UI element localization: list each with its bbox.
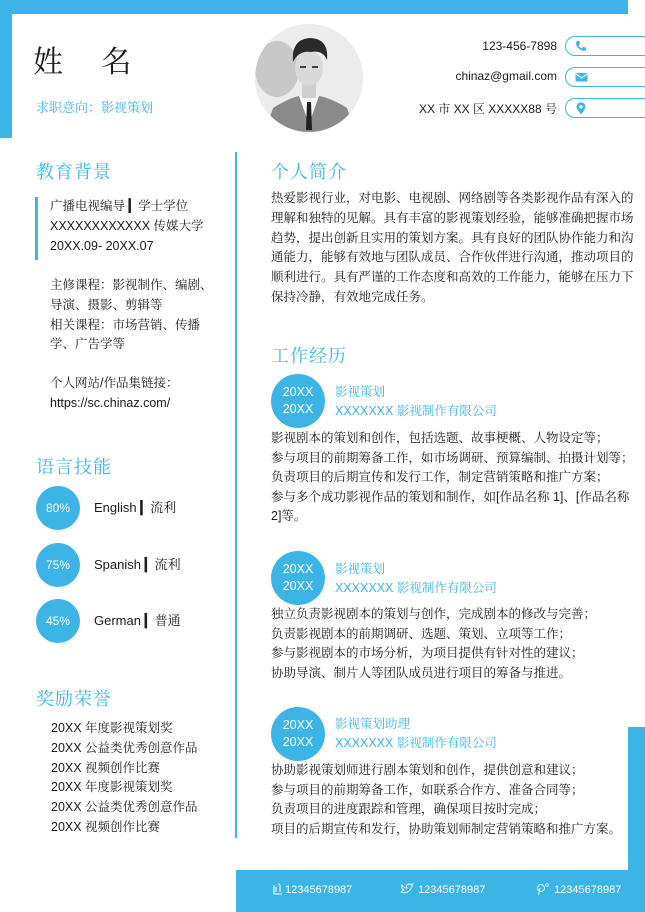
job-start: 20XX (282, 718, 314, 732)
job-date-badge (271, 707, 325, 761)
experience-heading: 工作经历 (271, 346, 347, 366)
job-end: 20XX (282, 735, 314, 749)
award-item: 20XX 视频创作比赛 (51, 760, 161, 775)
profile-line: 理解和独特的见解。具有丰富的影视策划经验，能够准确把握市场 (271, 210, 634, 225)
award-item: 20XX 年度影视策划奖 (51, 780, 173, 795)
footer-twitter-text: 12345678987 (418, 884, 486, 896)
duty-line: 负责影视剧本的前期调研、选题、策划、立项等工作； (271, 626, 572, 641)
language-percent-badge: 80% (36, 486, 80, 530)
languages-heading: 语言技能 (36, 457, 112, 477)
job-end: 20XX (282, 579, 314, 593)
phone-icon (575, 40, 587, 52)
course-line: 导演、摄影、剪辑等 (50, 297, 163, 312)
footer-twitter (400, 883, 485, 897)
twitter-icon (400, 883, 414, 895)
job-company: XXXXXXX 影视制作有限公司 (335, 736, 497, 750)
footer-pinterest (536, 883, 621, 897)
duty-line: 协助导演、制片人等团队成员进行项目的筹备与推进。 (271, 665, 572, 680)
mail-icon (575, 71, 588, 83)
language-name: English (94, 500, 137, 515)
award-item: 20XX 公益类优秀创意作品 (51, 800, 198, 815)
profile-line: 保持冷静，有效地完成任务。 (271, 289, 434, 304)
education-block (50, 197, 204, 256)
job-start: 20XX (282, 385, 314, 399)
duty-line: 项目的后期宣传和发行，协助策划师制定营销策略和推广方案。 (271, 821, 622, 836)
portfolio (50, 374, 178, 414)
job-title: 影视策划 (335, 562, 386, 576)
education-accent-line (35, 197, 38, 260)
job-date-badge (271, 374, 325, 428)
education-school: XXXXXXXXXXXX 传媒大学 (50, 218, 204, 233)
job-company: XXXXXXX 影视制作有限公司 (335, 404, 497, 418)
job-objective: 求职意向：影视策划 (36, 100, 154, 115)
profile-paragraph (271, 189, 634, 308)
footer-linkedin (270, 883, 352, 897)
course-line: 学、广告学等 (50, 337, 126, 352)
awards-heading: 奖励荣誉 (36, 689, 112, 709)
duty-line: 独立负责影视剧本的策划与创作，完成剧本的修改与完善； (271, 607, 597, 621)
language-name: Spanish (94, 557, 141, 572)
location-icon (575, 102, 587, 115)
job-duties (271, 429, 634, 527)
duty-line: 2]等。 (271, 509, 307, 524)
contact-phone-pill (565, 36, 645, 56)
award-item: 20XX 视频创作比赛 (51, 819, 161, 834)
duty-line: 影视剧本的策划和创作，包括选题、故事梗概、人物设定等； (271, 431, 609, 445)
education-degree: 广播电视编导 ▎学士学位 (50, 199, 189, 213)
duty-line: 负责项目的后期宣传和发行工作，制定营销策略和推广方案； (271, 470, 609, 485)
language-percent-badge: 75% (36, 543, 80, 587)
job-company: XXXXXXX 影视制作有限公司 (335, 581, 497, 595)
portfolio-link[interactable]: https://sc.chinaz.com/ (50, 395, 171, 410)
language-level: 普通 (154, 613, 181, 628)
name-heading: 姓 名 (33, 46, 132, 79)
footer-pinterest-text: 12345678987 (554, 884, 622, 896)
contact-email-pill (565, 67, 645, 87)
job-start: 20XX (282, 562, 314, 576)
linkedin-icon (270, 883, 284, 897)
left-accent-bar (0, 0, 12, 138)
duty-line: 协助影视策划师进行剧本策划和创作，提供创意和建议； (271, 763, 584, 777)
duty-line: 负责项目的进度跟踪和管理，确保项目按时完成； (271, 802, 547, 817)
profile-photo (255, 24, 363, 132)
pinterest-icon (536, 883, 550, 896)
job-duties (271, 761, 621, 839)
contact-address-text: XX 市 XX 区 XXXXX88 号 (418, 102, 557, 116)
course-line: 相关课程：市场营销、传播 (50, 317, 201, 332)
duty-line: 参与项目的前期筹备工作，如市场调研、预算编制、拍摄计划等； (271, 450, 634, 465)
award-item: 20XX 年度影视策划奖 (51, 721, 173, 735)
profile-line: 通能力，能够有效地与团队成员、合作伙伴进行沟通，推动项目的 (271, 250, 634, 265)
language-name: German (94, 613, 141, 628)
education-courses (50, 276, 213, 355)
contact-email-text: chinaz@gmail.com (455, 69, 557, 83)
job-end: 20XX (282, 402, 314, 416)
profile-line: 热爱影视行业，对电影、电视剧、网络剧等各类影视作品有深入的 (271, 191, 634, 205)
profile-line: 顺利进行。具有严谨的工作态度和高效的工作能力，能够在压力下 (271, 270, 634, 285)
job-date-badge (271, 551, 325, 605)
job-duties (271, 605, 621, 683)
profile-line: 趋势，提出创新且实用的策划方案。具有良好的团队协作能力和沟 (271, 230, 634, 245)
language-item: Spanish ▎流利 (94, 557, 181, 572)
language-level: 流利 (154, 557, 181, 572)
footer-linkedin-text: 12345678987 (285, 884, 353, 896)
column-divider (235, 152, 237, 838)
award-item: 20XX 公益类优秀创意作品 (51, 740, 198, 755)
top-accent-bar (0, 0, 628, 14)
language-item: English ▎流利 (94, 500, 177, 515)
duty-line: 参与影视剧本的市场分析，为项目提供有针对性的建议； (271, 646, 584, 661)
job-title: 影视策划 (335, 385, 386, 399)
language-item: German ▎普通 (94, 613, 181, 628)
awards-list (51, 719, 198, 838)
education-dates: 20XX.09- 20XX.07 (50, 238, 154, 253)
education-heading: 教育背景 (36, 162, 112, 182)
duty-line: 参与项目的前期筹备工作，如联系合作方、准备合同等； (271, 782, 584, 797)
contact-phone-text: 123-456-7898 (482, 39, 557, 53)
contact-address-pill (565, 98, 645, 118)
portfolio-label: 个人网站/作品集链接： (50, 376, 179, 390)
language-percent-badge: 45% (36, 599, 80, 643)
course-line: 主修课程：影视制作、编剧、 (50, 278, 213, 292)
job-title: 影视策划助理 (335, 717, 411, 731)
duty-line: 参与多个成功影视作品的策划和制作，如[作品名称 1]、[作品名称 (271, 489, 630, 504)
language-level: 流利 (150, 500, 177, 515)
profile-heading: 个人简介 (271, 162, 347, 182)
